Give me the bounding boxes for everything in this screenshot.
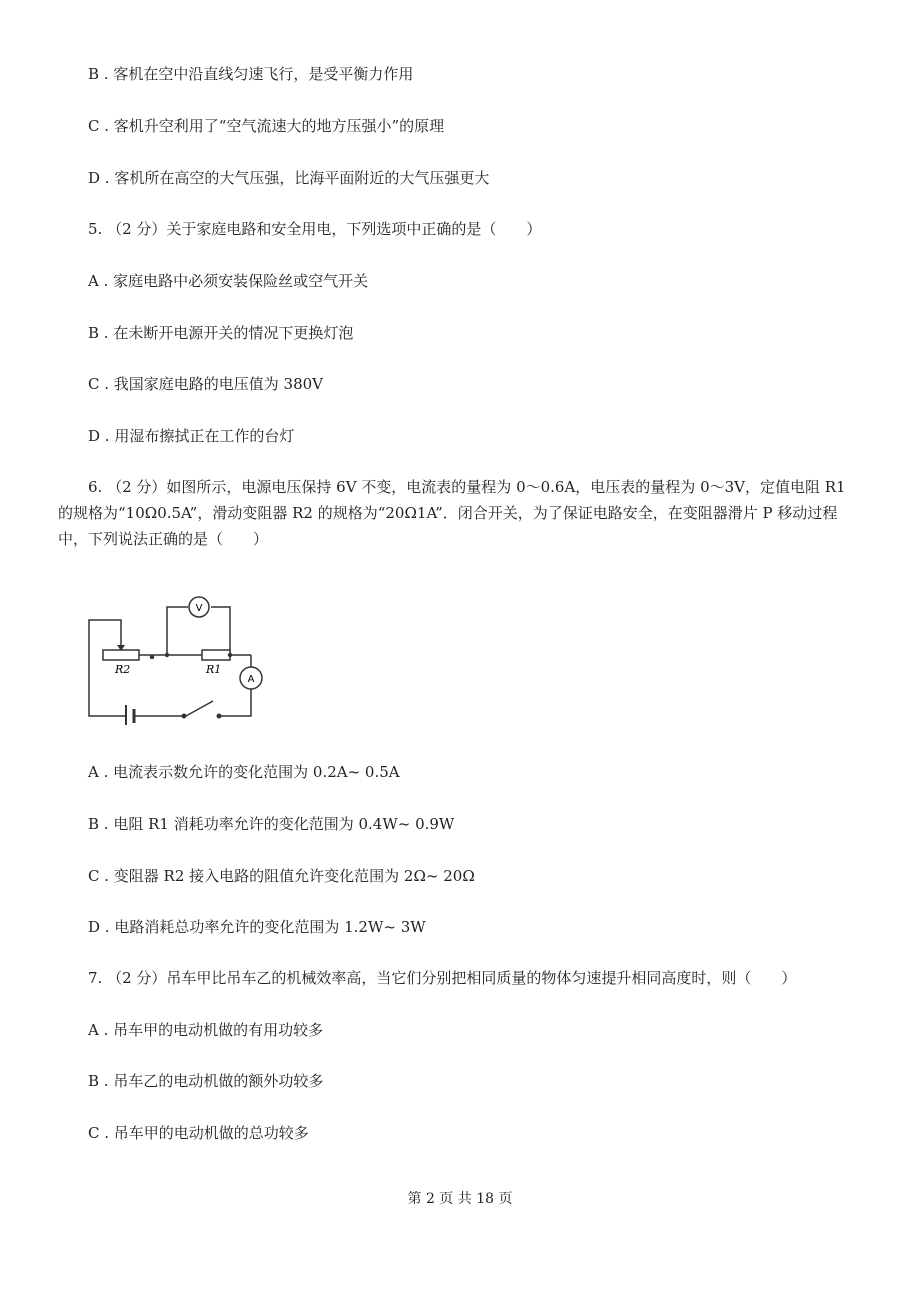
r2-label: R2 — [115, 663, 131, 676]
voltmeter-label: V — [195, 603, 203, 614]
r1-label: R1 — [206, 663, 222, 676]
wire-top — [136, 607, 188, 655]
wire-right — [219, 689, 251, 716]
resistor-r1 — [202, 650, 230, 660]
q6-option-c: C . 变阻器 R2 接入电路的阻值允许变化范围为 2Ω~ 20Ω — [88, 867, 475, 885]
q5-stem: 5. （2 分）关于家庭电路和安全用电，下列选项中正确的是（ ） — [88, 220, 542, 238]
ammeter-label: A — [247, 674, 255, 685]
resistor-r2 — [103, 650, 139, 660]
q6-option-b: B . 电阻 R1 消耗功率允许的变化范围为 0.4W~ 0.9W — [88, 815, 455, 833]
q5-option-b: B . 在未断开电源开关的情况下更换灯泡 — [88, 324, 354, 342]
q7-stem: 7. （2 分）吊车甲比吊车乙的机械效率高，当它们分别把相同质量的物体匀速提升相同高度时，则（ ） — [88, 969, 797, 987]
q5-option-a: A . 家庭电路中必须安装保险丝或空气开关 — [88, 272, 369, 290]
q5-option-d: D . 用湿布擦拭正在工作的台灯 — [88, 427, 295, 445]
circuit-diagram — [80, 595, 270, 725]
page-footer: 第 2 页 共 18 页 — [407, 1191, 513, 1207]
q7-option-b: B . 吊车乙的电动机做的额外功较多 — [88, 1072, 324, 1090]
q6-option-a: A . 电流表示数允许的变化范围为 0.2A~ 0.5A — [88, 763, 400, 781]
q4-option-c: C . 客机升空利用了“空气流速大的地方压强小”的原理 — [88, 117, 445, 135]
q4-option-b: B . 客机在空中沿直线匀速飞行，是受平衡力作用 — [88, 65, 414, 83]
q7-option-c: C . 吊车甲的电动机做的总功较多 — [88, 1124, 309, 1142]
q4-option-d: D . 客机所在高空的大气压强，比海平面附近的大气压强更大 — [88, 169, 490, 187]
wire-voltmeter-right — [211, 607, 230, 655]
q5-option-c: C . 我国家庭电路的电压值为 380V — [88, 375, 324, 393]
q6-option-d: D . 电路消耗总功率允许的变化范围为 1.2W~ 3W — [88, 918, 426, 936]
q6-stem: 6. （2 分）如图所示，电源电压保持 6V 不变，电流表的量程为 0～0.6A，电压表的量程为 0～3V，定值电阻 R1 的规格为“10Ω0.5A”，滑动变阻器 R2 的规格为“20Ω1A”．闭合开关，为了保证电路安全，在变阻器滑片 P 移动过程中，下列说法正确的是（ ） — [58, 478, 846, 548]
switch-lever — [186, 701, 213, 716]
q7-option-a: A . 吊车甲的电动机做的有用功较多 — [88, 1021, 324, 1039]
